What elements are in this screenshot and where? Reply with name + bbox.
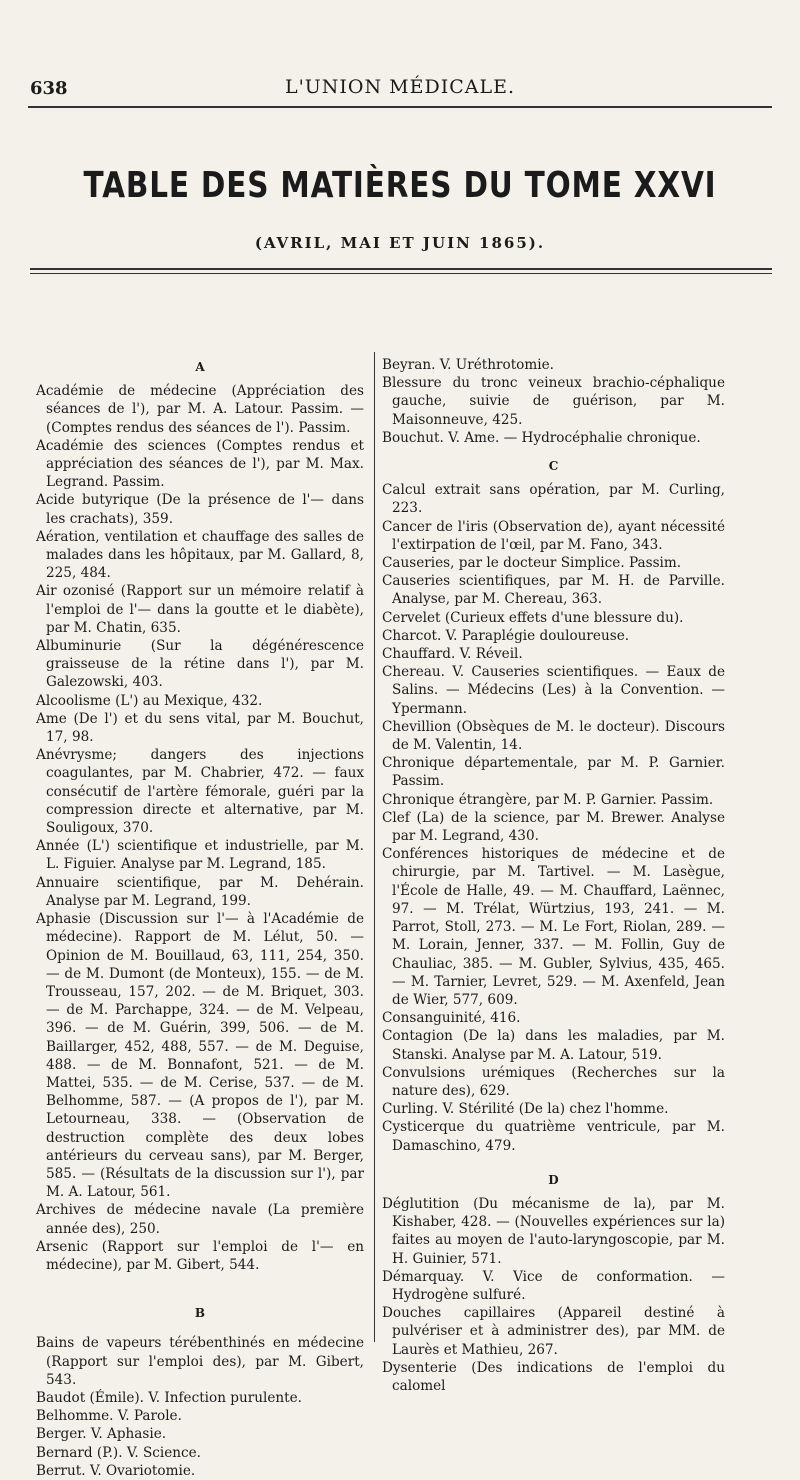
index-entry: Aération, ventilation et chauffage des salles de malades dans les hôpitaux, par M. Gallard, 8, 225, 484. — [36, 528, 364, 582]
left-column — [36, 356, 364, 1480]
entries-b — [36, 1334, 364, 1480]
entries-b-continued — [382, 356, 725, 447]
index-entry: Douches capillaires (Appareil destiné à pulvériser et à administrer des), par MM. de Laurès et Mathieu, 267. — [382, 1305, 725, 1358]
index-entry: Bernard (P.). V. Science. — [36, 1444, 202, 1461]
index-entry: Académie des sciences (Comptes rendus et appréciation des séances de l'), par M. Max. Legrand. Passim. — [36, 437, 364, 491]
index-entry: Baudot (Émile). V. Infection purulente. — [36, 1389, 302, 1406]
index-entry: Contagion (De la) dans les maladies, par M. Stanski. Analyse par M. A. Latour, 519. — [382, 1028, 725, 1063]
index-entry: Cervelet (Curieux effets d'une blessure du). — [382, 609, 684, 626]
index-entry: Causeries, par le docteur Simplice. Passim. — [382, 555, 682, 572]
section-letter-a: A — [195, 360, 205, 374]
column-divider — [374, 352, 375, 1342]
index-entry: Anévrysme; dangers des injections coagulantes, par M. Chabrier, 472. — faux consécutif de l'artère fémorale, guéri par la compression directe et alternative, par M. Souligoux, 370. — [36, 747, 364, 837]
right-column — [382, 356, 725, 1395]
index-entry: Charcot. V. Paraplégie douloureuse. — [382, 627, 630, 644]
index-entry: Ame (De l') et du sens vital, par M. Bouchut, 17, 98. — [36, 710, 364, 746]
index-entry: Chronique étrangère, par M. P. Garnier. Passim. — [382, 791, 714, 808]
index-entry: Consanguinité, 416. — [382, 1010, 521, 1027]
index-entry: Chevillion (Obsèques de M. le docteur). Discours de M. Valentin, 14. — [382, 718, 725, 754]
index-entry: Alcoolisme (L') au Mexique, 432. — [36, 692, 263, 709]
index-entry: Bains de vapeurs térébenthinés en médecine (Rapport sur l'emploi des), par M. Gibert, 543. — [36, 1335, 364, 1388]
index-entry: Air ozonisé (Rapport sur un mémoire relatif à l'emploi de l'— dans la goutte et le diabète), par M. Chatin, 635. — [36, 583, 364, 636]
index-entry: Cysticerque du quatrième ventricule, par M. Damaschino, 479. — [382, 1119, 725, 1154]
entries-d — [382, 1195, 725, 1395]
index-entry: Clef (La) de la science, par M. Brewer. Analyse par M. Legrand, 430. — [382, 809, 725, 845]
index-entry: Démarquay. V. Vice de conformation. — Hydrogène sulfuré. — [382, 1268, 725, 1303]
index-entry: Albuminurie (Sur la dégénérescence graisseuse de la rétine dans l'), par M. Galezowski, 403. — [36, 638, 364, 691]
index-entry: Dysenterie (Des indications de l'emploi du calomel — [382, 1359, 725, 1394]
index-entry: Arsenic (Rapport sur l'emploi de l'— en médecine), par M. Gibert, 544. — [36, 1238, 364, 1273]
index-entry: Berger. V. Aphasie. — [36, 1426, 167, 1443]
index-entry: Blessure du tronc veineux brachio-céphalique gauche, suivie de guérison, par M. Maisonneuve, 425. — [382, 375, 725, 428]
index-entry: Beyran. V. Uréthrotomie. — [382, 357, 554, 373]
index-entry: Chauffard. V. Réveil. — [382, 646, 523, 663]
index-entry: Calcul extrait sans opération, par M. Curling, 223. — [382, 482, 725, 517]
index-entry: Archives de médecine navale (La première année des), 250. — [36, 1202, 364, 1237]
index-entry: Berrut. V. Ovariotomie. — [36, 1462, 196, 1479]
index-entry: Conférences historiques de médecine et de chirurgie, par M. Tartivel. — M. Lasègue, l'École de Halle, 49. — M. Chauffard, Laënnec, 97. — M. Trélat, Würtzius, 193, 241. — M. Parrot, Stoll, 273. — M. Le Fort, Riolan, 289. — M. Lorain, Jenner, 337. — M. Follin, Guy de Chauliac, 385. — M. Gubler, Sylvius, 435, 465. — M. Tarnier, Levret, 529. — M. Axenfeld, Jean de Wier, 577, 609. — [382, 846, 725, 1008]
entries-a — [36, 382, 364, 1274]
index-entry: Curling. V. Stérilité (De la) chez l'homme. — [382, 1101, 669, 1118]
title-rule — [30, 268, 772, 270]
index-entry: Acide butyrique (De la présence de l'— dans les crachats), 359. — [36, 492, 364, 527]
index-entry: Convulsions urémiques (Recherches sur la nature des), 629. — [382, 1064, 725, 1099]
section-letter-d: D — [548, 1172, 559, 1187]
index-entry: Chereau. V. Causeries scientifiques. — Eaux de Salins. — Médecins (Les) à la Convention. — Ypermann. — [382, 664, 725, 717]
index-entry: Causeries scientifiques, par M. H. de Parville. Analyse, par M. Chereau, 363. — [382, 573, 725, 608]
index-entry: Académie de médecine (Appréciation des séances de l'), par M. A. Latour. Passim. — (Comptes rendus des séances de l'). Passim. — [36, 383, 364, 436]
index-entry: Belhomme. V. Parole. — [36, 1408, 182, 1425]
running-title: L'UNION MÉDICALE. — [284, 76, 516, 98]
index-entry: Aphasie (Discussion sur l'— à l'Académie de médecine). Rapport de M. Lélut, 50. — Opinion de M. Bouillaud, 63, 111, 254, 350. — de M. Dumont (de Monteux), 155. — de M. Trousseau, 157, 202. — de M. Briquet, 303. — de M. Parchappe, 324. — de M. Velpeau, 396. — de M. Guérin, 399, 506. — de M. Baillarger, 452, 488, 557. — de M. Deguise, 488. — de M. Bonnafont, 521. — de M. Mattei, 535. — de M. Cerise, 537. — de M. Belhomme, 587. — (A propos de l'), par M. Letourneau, 338. — (Observation de destruction complète des deux lobes antérieurs du cerveau sans), par M. Berger, 585. — (Résultats de la discussion sur l'), par M. A. Latour, 561. — [36, 911, 364, 1201]
section-letter-c: C — [548, 459, 559, 474]
page-title: TABLE DES MATIÈRES DU TOME XXVI — [83, 165, 717, 206]
index-entry: Année (L') scientifique et industrielle, par M. L. Figuier. Analyse par M. Legrand, 185. — [36, 838, 364, 873]
index-entry: Bouchut. V. Ame. — Hydrocéphalie chronique. — [382, 429, 701, 446]
title-rule-thin — [30, 273, 772, 274]
index-entry: Chronique départementale, par M. P. Garnier. Passim. — [382, 755, 725, 790]
header-rule — [28, 106, 772, 108]
index-entry: Cancer de l'iris (Observation de), ayant nécessité l'extirpation de l'œil, par M. Fano, 343. — [382, 518, 725, 553]
index-entry: Déglutition (Du mécanisme de la), par M. Kishaber, 428. — (Nouvelles expériences sur la) faites au moyen de l'auto-laryngoscopie, par M. H. Guinier, 571. — [382, 1195, 725, 1267]
page-subtitle: (AVRIL, MAI ET JUIN 1865). — [254, 234, 546, 252]
section-letter-b: B — [194, 1306, 206, 1321]
page-number: 638 — [30, 78, 68, 99]
entries-c — [382, 481, 725, 1155]
index-entry: Annuaire scientifique, par M. Dehérain. Analyse par M. Legrand, 199. — [36, 874, 364, 909]
